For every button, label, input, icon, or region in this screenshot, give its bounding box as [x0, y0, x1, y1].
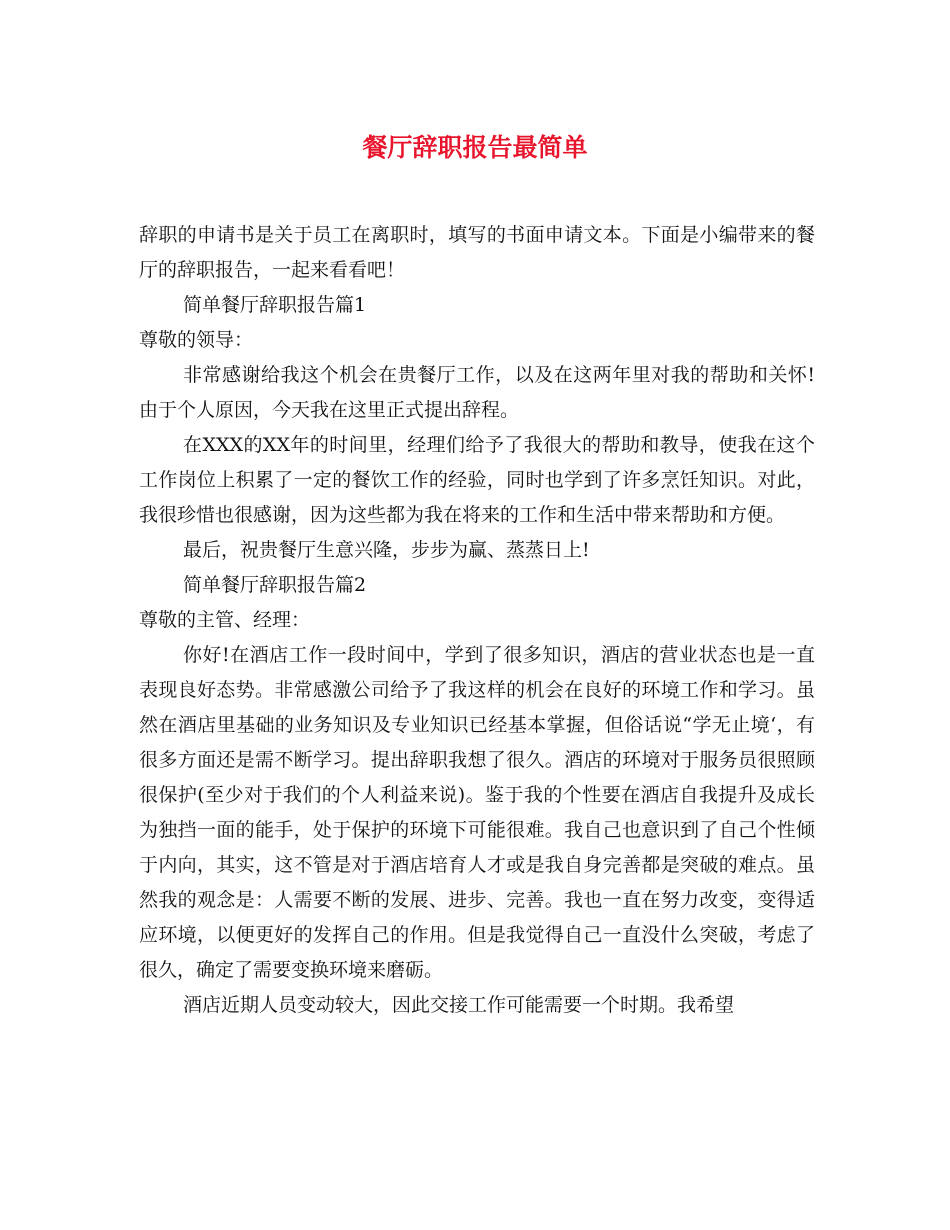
document-body [139, 218, 815, 1023]
document-title: 餐厅辞职报告最简单 [362, 133, 588, 162]
paragraph: 辞职的申请书是关于员工在离职时，填写的书面申请文本。下面是小编带来的餐厅的辞职报告，一起来看看吧！ [139, 224, 815, 281]
paragraph: 尊敬的领导： [139, 329, 254, 351]
paragraph: 非常感谢给我这个机会在贵餐厅工作，以及在这两年里对我的帮助和关怀!由于个人原因，今天我在这里正式提出辞程。 [139, 364, 815, 421]
paragraph: 酒店近期人员变动较大，因此交接工作可能需要一个时期。我希望 [183, 994, 735, 1016]
paragraph: 简单餐厅辞职报告篇1 [183, 294, 367, 316]
paragraph: 你好!在酒店工作一段时间中，学到了很多知识，酒店的营业状态也是一直表现良好态势。非常感激公司给予了我这样的机会在良好的环境工作和学习。虽然在酒店里基础的业务知识及专业知识已经基本掌握，但俗话说“学无止境‘，有很多方面还是需不断学习。提出辞职我想了很久。酒店的环境对于服务员很照顾很保护(至少对于我们的个人利益来说)。鉴于我的个性要在酒店自我提升及成长为独挡一面的能手，处于保护的环境下可能很难。我自己也意识到了自己个性倾于内向，其实，这不管是对于酒店培育人才或是我自身完善都是突破的难点。虽然我的观念是：人需要不断的发展、进步、完善。我也一直在努力改变，变得适应环境，以便更好的发挥自己的作用。但是我觉得自己一直没什么突破，考虑了很久，确定了需要变换环境来磨砺。 [139, 644, 815, 981]
paragraph: 简单餐厅辞职报告篇2 [183, 574, 367, 596]
paragraph: 最后，祝贵餐厅生意兴隆，步步为赢、蒸蒸日上! [183, 539, 590, 561]
paragraph: 尊敬的主管、经理： [139, 609, 311, 631]
paragraph: 在XXX的XX年的时间里，经理们给予了我很大的帮助和教导，使我在这个工作岗位上积累了一定的餐饮工作的经验，同时也学到了许多烹饪知识。对此，我很珍惜也很感谢，因为这些都为我在将来的工作和生活中带来帮助和方便。 [139, 434, 815, 526]
